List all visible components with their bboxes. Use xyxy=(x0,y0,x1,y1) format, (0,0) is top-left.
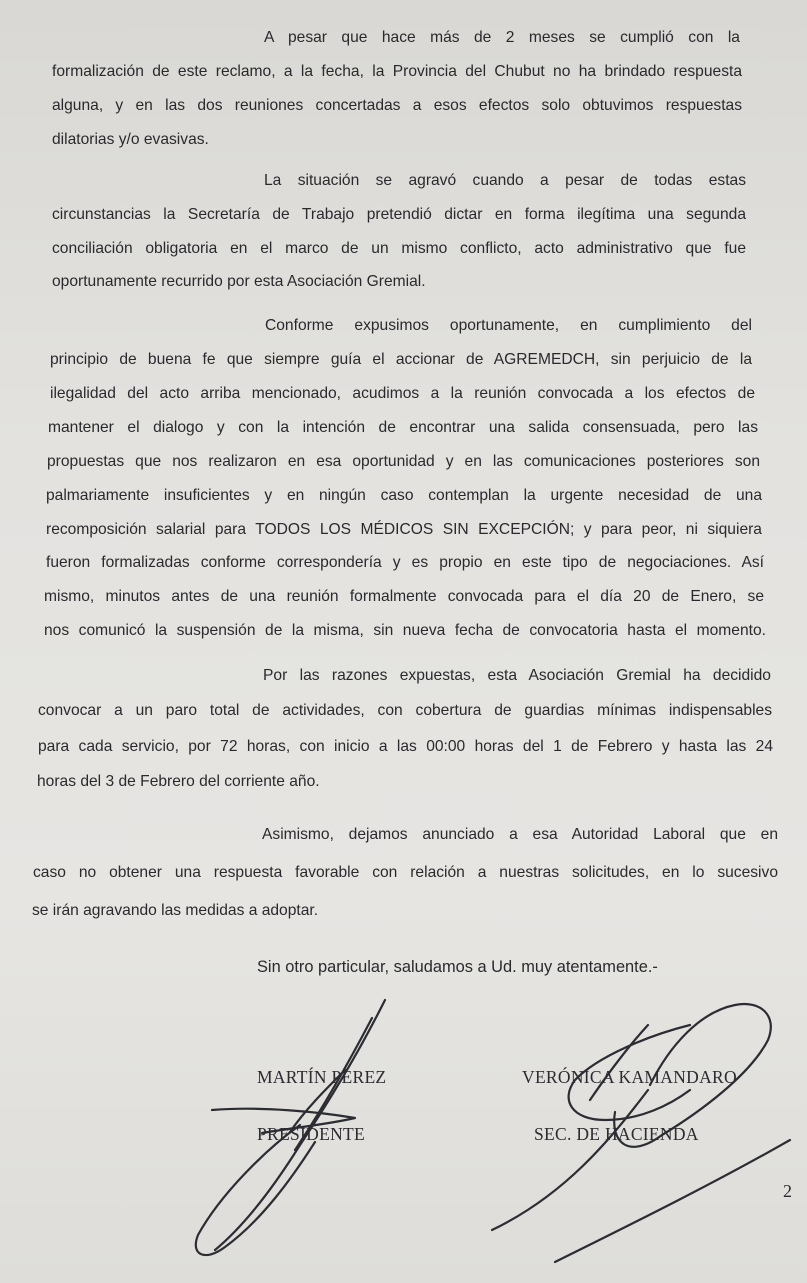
paragraph-4-line-4: horas del 3 de Febrero del corriente año. xyxy=(37,773,320,790)
paragraph-3-line-7: recomposición salarial para TODOS LOS MÉDICOS SIN EXCEPCIÓN; y para peor, ni siquiera xyxy=(46,521,762,538)
paragraph-5-line-1: Asimismo, dejamos anunciado a esa Autoridad Laboral que en xyxy=(262,826,778,843)
paragraph-1-line-2: formalización de este reclamo, a la fecha, la Provincia del Chubut no ha brindado respuesta xyxy=(52,63,742,80)
paragraph-3-line-1: Conforme expusimos oportunamente, en cumplimiento del xyxy=(265,317,752,334)
signatory-right-name: VERÓNICA KAMANDARO xyxy=(522,1067,737,1087)
closing-salutation: Sin otro particular, saludamos a Ud. muy atentamente.- xyxy=(257,958,658,976)
paragraph-3-line-10: nos comunicó la suspensión de la misma, sin nueva fecha de convocatoria hasta el momento. xyxy=(44,622,766,639)
paragraph-4-line-1: Por las razones expuestas, esta Asociación Gremial ha decidido xyxy=(263,667,771,684)
paragraph-4-line-3: para cada servicio, por 72 horas, con inicio a las 00:00 horas del 1 de Febrero y hasta las 24 xyxy=(38,738,773,755)
paragraph-5-line-3: se irán agravando las medidas a adoptar. xyxy=(32,902,319,919)
page-number: 2 xyxy=(783,1181,792,1201)
paragraph-2-line-4: oportunamente recurrido por esta Asociación Gremial. xyxy=(52,273,426,290)
paragraph-2-line-3: conciliación obligatoria en el marco de un mismo conflicto, acto administrativo que fue xyxy=(52,240,746,257)
paragraph-1-line-4: dilatorias y/o evasivas. xyxy=(52,131,209,148)
paragraph-1-line-1: A pesar que hace más de 2 meses se cumplió con la xyxy=(264,29,740,46)
paragraph-1-line-3: alguna, y en las dos reuniones concertadas a esos efectos solo obtuvimos respuestas xyxy=(52,97,742,114)
signatory-left-name: MARTÍN PÉREZ xyxy=(257,1067,387,1087)
paragraph-3-line-8: fueron formalizadas conforme correspondería y es propio en este tipo de negociaciones. Así xyxy=(46,554,764,571)
signatory-right-title: SEC. DE HACIENDA xyxy=(534,1124,699,1144)
paragraph-3-line-6: palmariamente insuficientes y en ningún caso contemplan la urgente necesidad de una xyxy=(46,487,762,504)
paragraph-3-line-3: ilegalidad del acto arriba mencionado, acudimos a la reunión convocada a los efectos de xyxy=(50,385,755,402)
paragraph-3-line-9: mismo, minutos antes de una reunión formalmente convocada para el día 20 de Enero, se xyxy=(44,588,764,605)
paragraph-3-line-4: mantener el dialogo y con la intención de encontrar una salida consensuada, pero las xyxy=(48,419,758,436)
paragraph-3-line-5: propuestas que nos realizaron en esa oportunidad y en las comunicaciones posteriores son xyxy=(47,453,760,470)
paragraph-2-line-2: circunstancias la Secretaría de Trabajo pretendió dictar en forma ilegítima una segunda xyxy=(52,206,746,223)
paragraph-4-line-2: convocar a un paro total de actividades, con cobertura de guardias mínimas indispensables xyxy=(38,702,772,719)
paragraph-5-line-2: caso no obtener una respuesta favorable con relación a nuestras solicitudes, en lo sucesivo xyxy=(33,864,778,881)
signatory-left-title: PRESIDENTE xyxy=(257,1124,365,1144)
paragraph-3-line-2: principio de buena fe que siempre guía el accionar de AGREMEDCH, sin perjuicio de la xyxy=(50,351,752,368)
paragraph-2-line-1: La situación se agravó cuando a pesar de todas estas xyxy=(264,172,746,189)
